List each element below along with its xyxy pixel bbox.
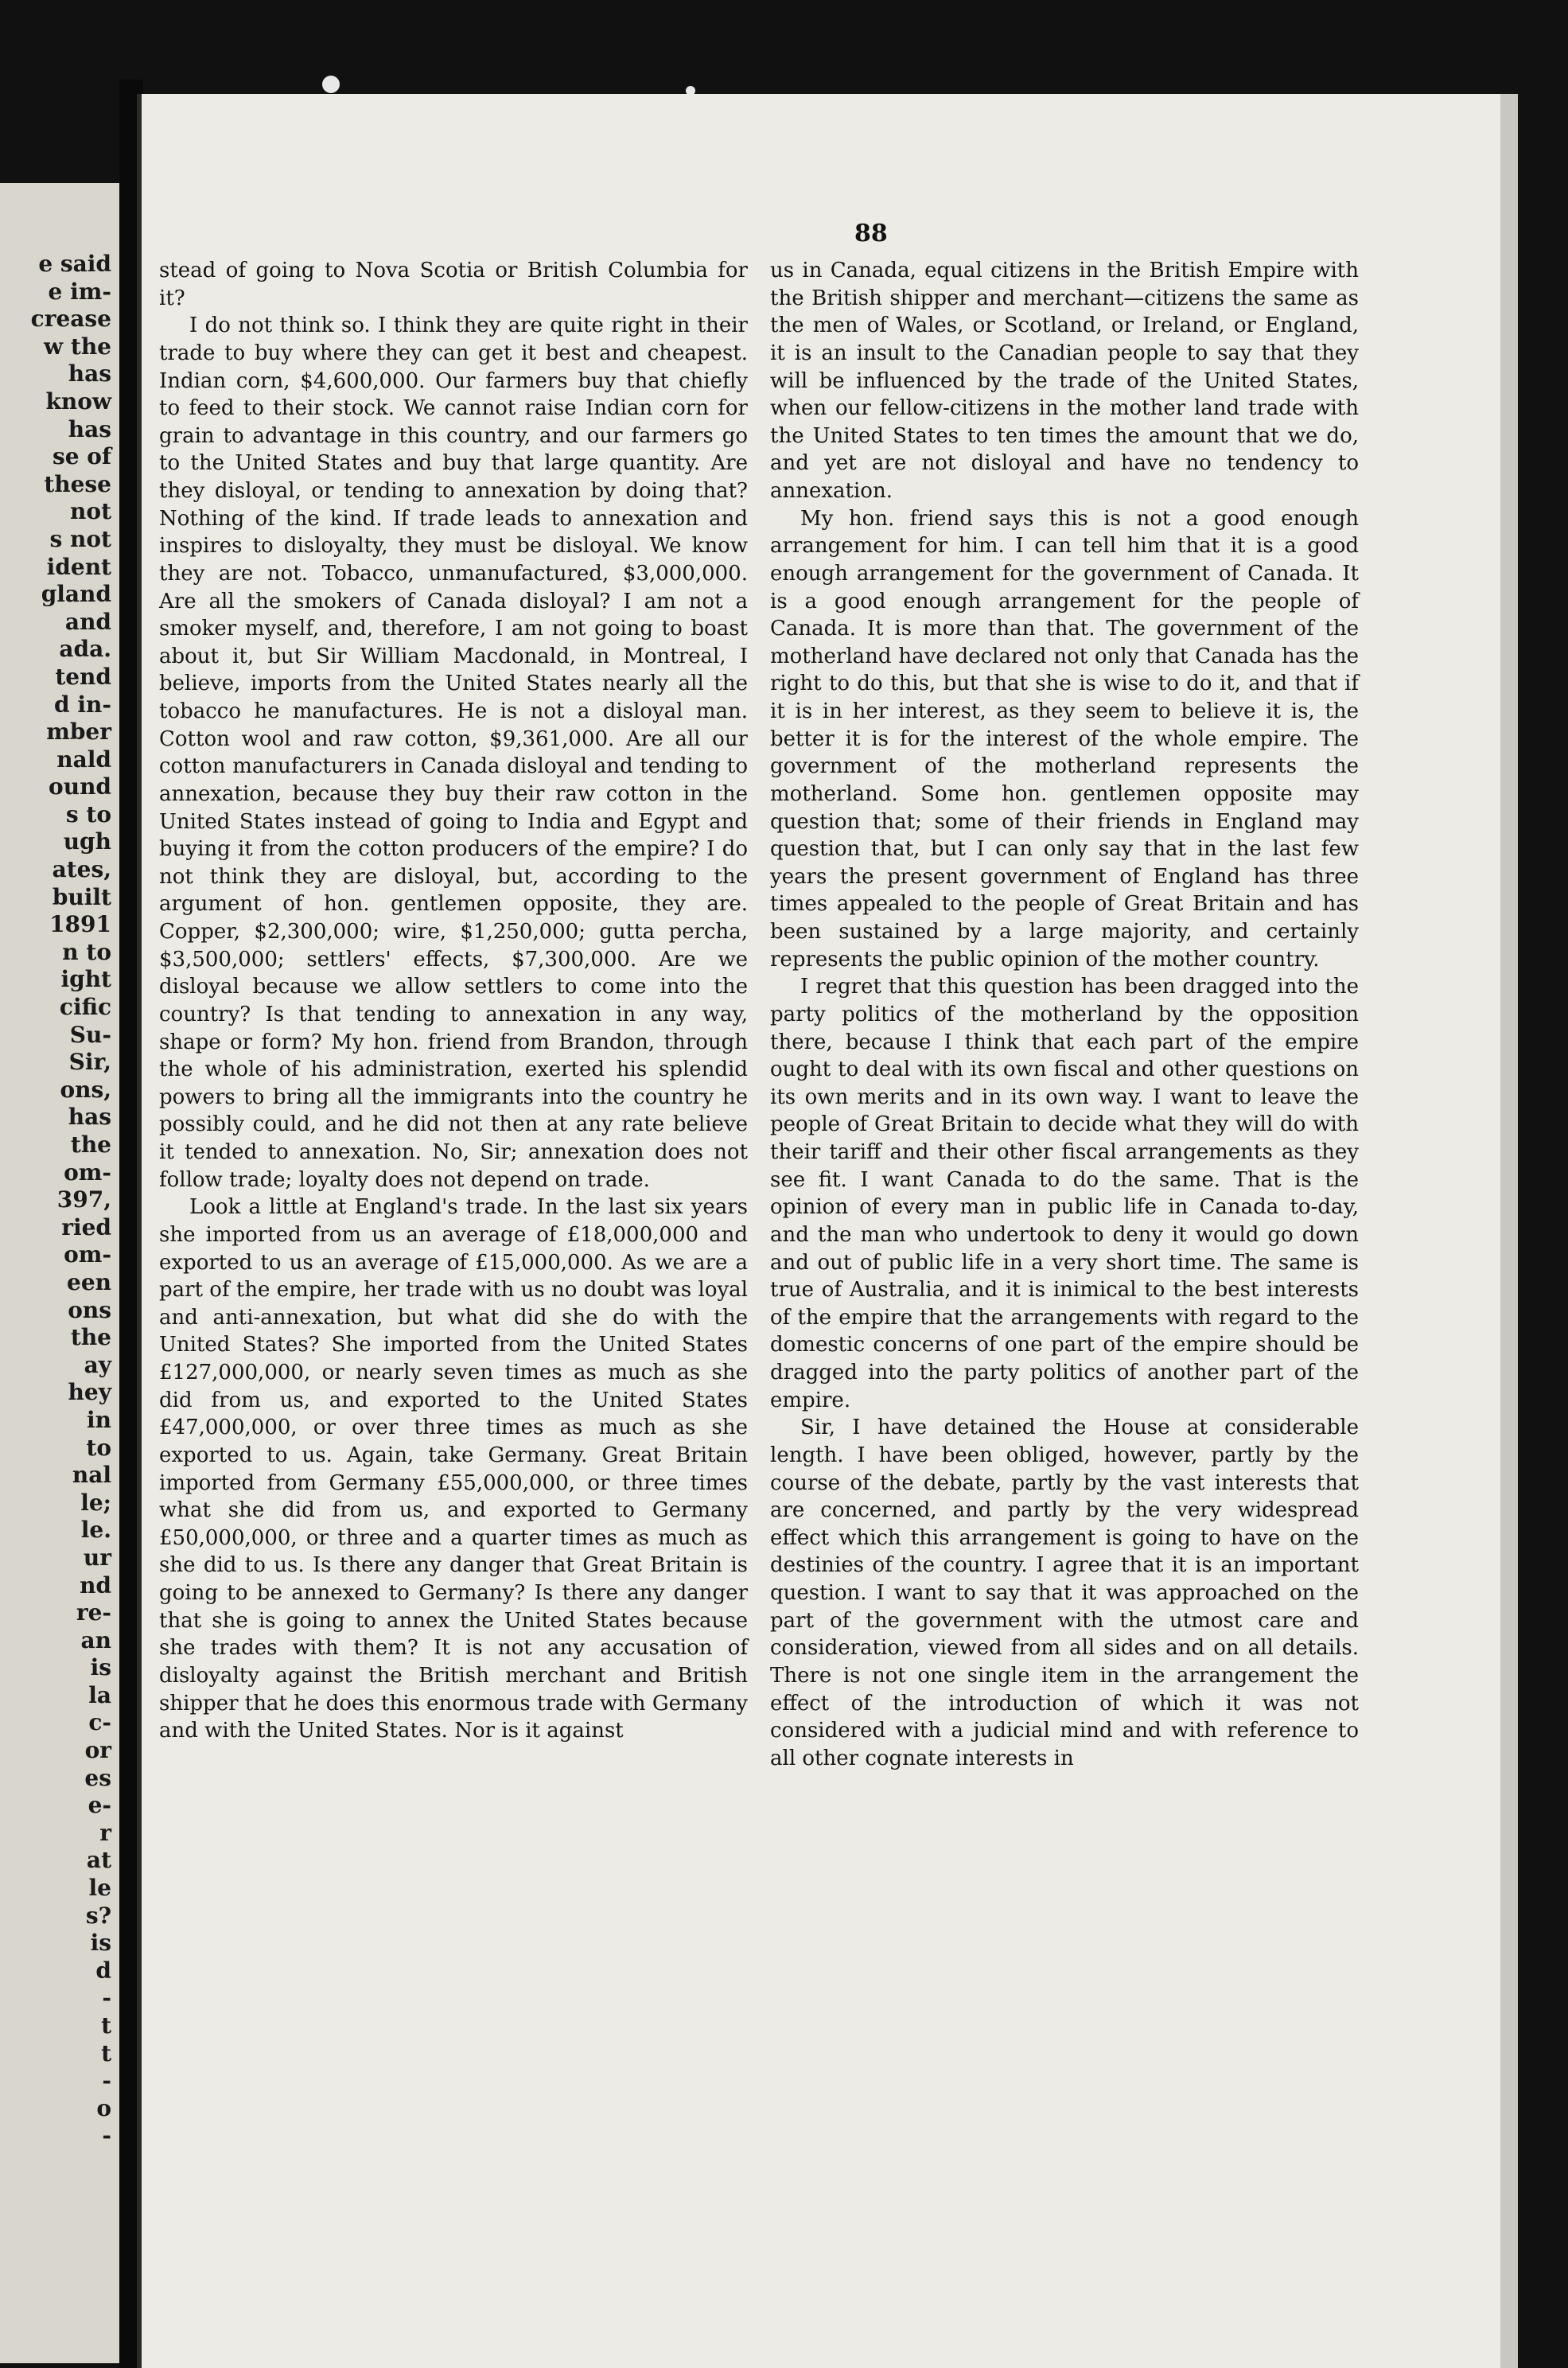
margin-fragment: d	[95, 1957, 111, 1984]
margin-fragment: in	[87, 1406, 111, 1433]
margin-fragment: r	[99, 1819, 111, 1846]
margin-fragment: e im-	[48, 278, 111, 305]
margin-fragment: w the	[44, 333, 111, 360]
margin-fragment: Su-	[69, 1021, 111, 1048]
margin-fragment: has	[68, 1104, 111, 1131]
margin-fragment: the	[70, 1131, 111, 1158]
margin-fragment: om-	[64, 1241, 111, 1268]
paragraph: I do not think so. I think they are quite right in their trade to buy where they can get it best and cheapest. Indian corn, $4,600,000. Our farmers buy that chiefly to feed to their stock. We cannot raise Indian corn for grain to advantage in this country, and our farmers go to the United States and buy that large quantity. Are they disloyal, or tending to annexation by doing that? Nothing of the kind. If trade leads to annexation and inspires to disloyalty, they must be disloyal. We know they are not. Tobacco, unmanufactured, $3,000,000. Are all the smokers of Canada disloyal? I am not a smoker myself, and, therefore, I am not going to boast about it, but Sir William Macdonald, in Montreal, I believe, imports from the United States nearly all the tobacco he manufactures. He is not a disloyal man. Cotton wool and raw cotton, $9,361,000. Are all our cotton manufacturers in Canada disloyal and tending to annexation, because they buy their raw cotton in the United States instead of going to India and Egypt and buying it from the cotton producers of the empire? I do not think they are disloyal, but, according to the argument of hon. gentlemen opposite, they are. Copper, $2,300,000; wire, $1,250,000; gutta percha, $3,500,000; settlers' effects, $7,300,000. Are we disloyal because we allow settlers to come into the country? Is that tending to annexation in any way, shape or form? My hon. friend from Brandon, through the whole of his administration, exerted his splendid powers to bring all the immigrants into the country he possibly could, and he did not then at any rate believe it tended to annexation. No, Sir; annexation does not follow trade; loyalty does not depend on trade.	[159, 314, 748, 1192]
margin-fragment: le.	[80, 1517, 111, 1544]
margin-fragment: nald	[56, 746, 111, 773]
margin-fragment: o	[96, 2094, 111, 2121]
page-number: 88	[854, 220, 888, 247]
margin-fragment: ons	[68, 1296, 111, 1323]
paragraph: Sir, I have detained the House at considerable length. I have been obliged, however, partly by the course of the debate, partly by the vast interests that are concerned, and partly by the very widespread effect which this arrangement is going to have on the destinies of the country. I agree that it is an important question. I want to say that it was approached on the part of the government with the utmost care and consideration, viewed from all sides and on all details. There is not one single item in the arrangement the effect of the introduction of which it was not considered with a judicial mind and with reference to all other cognate interests in	[770, 1416, 1359, 1770]
paragraph: Look a little at England's trade. In the last six years she imported from us an average of £18,000,000 and exported to us an average of £15,000,000. As we are a part of the empire, her trade with us no doubt was loyal and anti-annexation, but what did she do with the United States? She imported from the United States £127,000,000, or nearly seven times as much as she did from us, and exported to the United States £47,000,000, or over three times as much as she exported to us. Again, take Germany. Great Britain imported from Germany £55,000,000, or three times what she did from us, and exported to Germany £50,000,000, or three and a quarter times as much as she did to us. Is there any danger that Great Britain is going to be annexed to Germany? Is there any danger that she is going to annex the United States because she trades with them? It is not any accusation of disloyalty against the British merchant and British shipper that he does this enormous trade with Germany and with the United States. Nor is it against	[159, 1195, 748, 1743]
margin-fragment: hey	[68, 1379, 111, 1406]
margin-fragment: know	[45, 388, 111, 415]
margin-fragment: n to	[62, 938, 111, 965]
margin-fragment: om-	[64, 1159, 111, 1186]
margin-fragment: ates,	[52, 856, 111, 883]
margin-fragment: ident	[46, 553, 111, 580]
margin-fragment: Sir,	[68, 1049, 111, 1076]
margin-fragment: t	[101, 2039, 111, 2066]
margin-fragment: is	[90, 1930, 111, 1957]
margin-fragment: la	[88, 1681, 111, 1708]
margin-fragment: these	[44, 470, 111, 497]
margin-fragment: an	[80, 1626, 111, 1653]
margin-fragment: s to	[65, 800, 111, 828]
margin-fragment: t	[101, 2012, 111, 2039]
margin-fragment: and	[64, 608, 111, 635]
margin-fragment: ound	[49, 773, 111, 800]
margin-fragment: ay	[84, 1351, 111, 1378]
margin-fragment: or	[84, 1737, 111, 1764]
margin-fragment: ur	[83, 1544, 111, 1571]
margin-fragment: to	[86, 1434, 111, 1461]
margin-fragment: e-	[88, 1792, 111, 1819]
margin-fragment: crease	[30, 306, 111, 333]
paragraph: I regret that this question has been dragged into the party politics of the motherland by the opposition there, because I think that each part of the empire ought to deal with its own fiscal and other questions on its own merits and in its own way. I want to leave the people of Great Britain to decide what they will do with their tariff and their other fiscal arrangements as they see fit. I want Canada to do the same. That is the opinion of every man in public life in Canada to-day, and the man who undertook to deny it would go down and out of public life in a very short time. The same is true of Australia, and it is inimical to the best interests of the empire that the arrangements with regard to the domestic concerns of one part of the empire should be dragged into the party politics of another part of the empire.	[770, 975, 1359, 1412]
adjacent-page-strip	[0, 183, 119, 2363]
margin-fragment: re-	[76, 1599, 111, 1626]
margin-fragment: cific	[59, 994, 111, 1021]
margin-fragment: es	[84, 1764, 111, 1791]
scan-speck	[322, 76, 340, 93]
page-edge	[1500, 94, 1518, 2368]
margin-fragment: gland	[41, 581, 111, 608]
document-page	[137, 94, 1518, 2368]
margin-fragment: -	[102, 1984, 111, 2012]
margin-fragment: not	[70, 498, 111, 525]
margin-fragment: ugh	[63, 828, 111, 855]
margin-fragment: mber	[46, 719, 111, 746]
margin-fragment: c-	[88, 1709, 111, 1736]
margin-fragment: d in-	[54, 691, 111, 718]
margin-fragment: tend	[55, 663, 111, 690]
margin-fragment: has	[68, 415, 111, 442]
margin-fragment: at	[86, 1847, 111, 1874]
margin-fragment: 1891	[49, 911, 111, 938]
margin-fragment: nd	[80, 1572, 111, 1599]
margin-fragment: s not	[49, 525, 111, 552]
adjacent-page-fragments	[31, 251, 111, 2150]
margin-fragment: le	[88, 1875, 111, 1902]
paragraph: My hon. friend says this is not a good enough arrangement for him. I can tell him that it is a good enough arrangement for the government of Canada. It is a good enough arrangement for the people of Canada. It is more than that. The government of the motherland have declared not only that Canada has the right to do this, but that she is wise to do it, and that if it is in her interest, as they seem to believe it is, the better it is for the interest of the whole empire. The government of the motherland represents the motherland. Some hon. gentlemen opposite may question that; some of their friends in England may question that, but I can only say that in the last few years the present government of England has three times appealed to the people of Great Britain and has been sustained by a large majority, and certainly represents the public opinion of the mother country.	[770, 506, 1359, 972]
margin-fragment: een	[67, 1268, 111, 1295]
margin-fragment: s?	[85, 1902, 111, 1929]
paragraph: stead of going to Nova Scotia or British Columbia for it?	[159, 259, 748, 310]
margin-fragment: nal	[72, 1462, 111, 1489]
margin-fragment: e said	[38, 251, 111, 277]
margin-fragment: is	[90, 1654, 111, 1681]
margin-fragment: ried	[61, 1213, 111, 1240]
margin-fragment: the	[70, 1324, 111, 1351]
margin-fragment: ight	[60, 966, 111, 993]
margin-fragment: built	[52, 883, 111, 910]
margin-fragment: se of	[52, 443, 111, 470]
margin-fragment: -	[102, 2122, 111, 2149]
margin-fragment: ada.	[59, 636, 111, 663]
margin-fragment: 397,	[56, 1186, 111, 1213]
margin-fragment: le;	[80, 1489, 111, 1516]
text-column-left	[159, 257, 748, 1745]
margin-fragment: ons,	[60, 1076, 111, 1103]
paragraph: us in Canada, equal citizens in the British Empire with the British shipper and merchant—citizens the same as the men of Wales, or Scotland, or Ireland, or England, it is an insult to the Canadian people to say that they will be influenced by the trade of the United States, when our fellow-citizens in the mother land trade with the United States to ten times the amount that we do, and yet are not disloyal and have no tendency to annexation.	[770, 259, 1359, 503]
margin-fragment: has	[68, 360, 111, 388]
margin-fragment: -	[102, 2067, 111, 2094]
text-column-right	[770, 257, 1359, 1772]
